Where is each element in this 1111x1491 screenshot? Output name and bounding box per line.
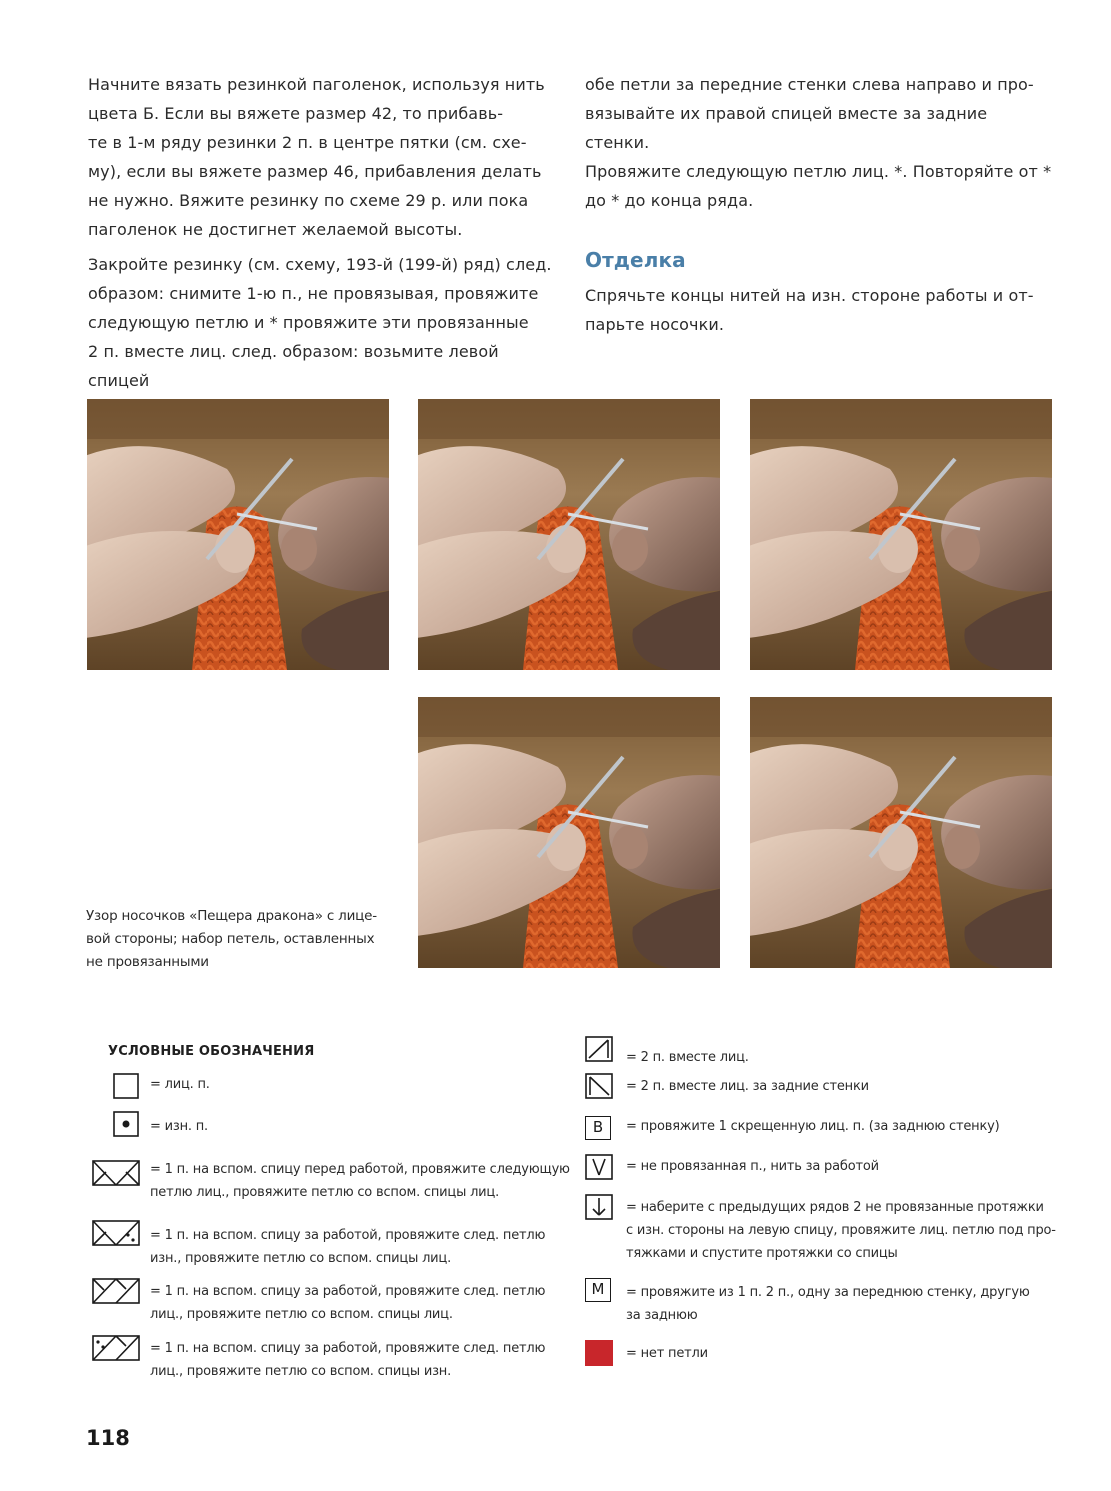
legend-text-twisted-knit: = провяжите 1 скрещенную лиц. п. (за заднюю стенку) <box>626 1119 1000 1134</box>
paragraph-finishing: Спрячьте концы нитей на изн. стороне работы и от- парьте носочки. <box>585 286 1034 334</box>
legend-text-ssk: = 2 п. вместе лиц. за задние стенки <box>626 1079 869 1094</box>
photo-step-2 <box>418 399 720 670</box>
legend-title: УСЛОВНЫЕ ОБОЗНАЧЕНИЯ <box>108 1044 315 1059</box>
legend-text-cross-left-purl: = 1 п. на вспом. спицу за работой, провяжите след. петлю лиц., провяжите петлю со вспом. спицы изн. <box>150 1341 546 1379</box>
legend-text-purl: = изн. п. <box>150 1119 208 1134</box>
paragraph-bindoff-continued: обе петли за передние стенки слева направо и про- вязывайте их правой спицей вместе за задние стенки. Провяжите следующую петлю лиц. *. Повторяйте от * до * до конца ряда. <box>585 75 1052 210</box>
left-text-column <box>88 70 563 401</box>
arrow-down-icon <box>585 1194 613 1220</box>
legend-text-cross-left-knit: = 1 п. на вспом. спицу за работой, провяжите след. петлю лиц., провяжите петлю со вспом. спицы лиц. <box>150 1284 546 1322</box>
make-one-icon: M <box>585 1278 611 1302</box>
k2tog-icon <box>585 1036 613 1062</box>
cross-right-purl-icon <box>92 1220 140 1246</box>
cross-left-knit-icon <box>92 1278 140 1304</box>
right-text-column <box>585 70 1055 345</box>
cross-right-knit-icon <box>92 1160 140 1186</box>
legend-text-lift-floats: = наберите с предыдущих рядов 2 не провязанные протяжки с изн. стороны на левую спицу, провяжите лиц. петлю под про- тяжками и спустите протяжки со спицы <box>626 1200 1056 1261</box>
photo-caption: Узор носочков «Пещера дракона» с лице- вой стороны; набор петель, оставленных не провязанными <box>86 908 377 970</box>
photo-step-1 <box>87 399 389 670</box>
knit-stitch-icon <box>113 1073 139 1099</box>
slip-stitch-icon <box>585 1154 613 1180</box>
cross-left-purl-icon <box>92 1335 140 1361</box>
purl-stitch-icon <box>113 1111 139 1137</box>
no-stitch-icon <box>585 1340 613 1366</box>
photo-step-3 <box>750 399 1052 670</box>
legend-text-cross-right-purl: = 1 п. на вспом. спицу за работой, провяжите след. петлю изн., провяжите петлю со вспом. спицы лиц. <box>150 1228 546 1266</box>
legend-text-no-stitch: = нет петли <box>626 1346 708 1361</box>
legend-text-knit: = лиц. п. <box>150 1077 210 1092</box>
page-number: 118 <box>86 1426 130 1450</box>
twisted-knit-icon: B <box>585 1116 611 1140</box>
paragraph-bindoff: Закройте резинку (см. схему, 193-й (199-й) ряд) след. образом: снимите 1-ю п., не провязывая, провяжите следующую петлю и * провяжите эти провязанные 2 п. вместе лиц. след. образом: возьмите левой спицей <box>88 255 552 390</box>
legend-text-make-one: = провяжите из 1 п. 2 п., одну за переднюю стенку, другую за заднюю <box>626 1285 1030 1323</box>
paragraph-cuff: Начните вязать резинкой паголенок, используя нить цвета Б. Если вы вяжете размер 42, то прибавь- те в 1-м ряду резинки 2 п. в центре пятки (см. схе- му), если вы вяжете размер 46, прибавления делать не нужно. Вяжите резинку по схеме 29 р. или пока паголенок не достигнет желаемой высоты. <box>88 75 545 239</box>
ssk-icon <box>585 1073 613 1099</box>
legend-text-cross-right-knit: = 1 п. на вспом. спицу перед работой, провяжите следующую петлю лиц., провяжите петлю со вспом. спицы лиц. <box>150 1162 570 1200</box>
photo-step-4 <box>418 697 720 968</box>
section-heading-finishing: Отделка <box>585 248 686 272</box>
legend-text-k2tog: = 2 п. вместе лиц. <box>626 1050 749 1065</box>
photo-step-5 <box>750 697 1052 968</box>
legend-text-slip: = не провязанная п., нить за работой <box>626 1159 879 1174</box>
